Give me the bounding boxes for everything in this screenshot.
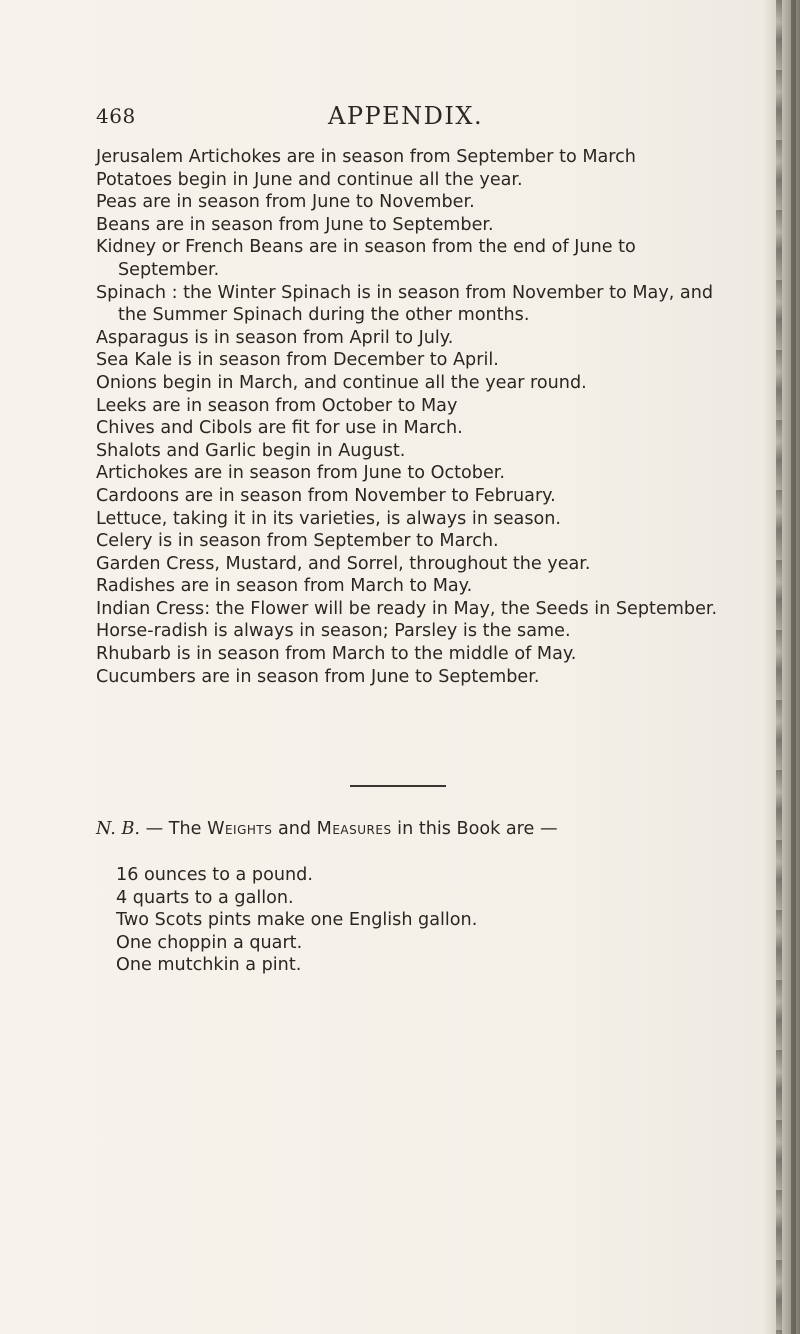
measure-item: Two Scots pints make one English gallon. [116,910,478,931]
list-item: Celery is in season from September to March. [96,531,499,552]
note-measures: Measures [316,819,392,839]
list-item: Spinach : the Winter Spinach is in season from November to May, and the Summer Spinach during the other months. [96,282,714,326]
measures-list [116,864,676,977]
measure-item: One choppin a quart. [116,932,303,953]
list-item: Asparagus is in season from April to July. [96,327,454,348]
list-item: Beans are in season from June to September. [96,214,494,235]
list-item: Onions begin in March, and continue all the year round. [96,372,587,393]
measure-item: 16 ounces to a pound. [116,865,313,885]
list-item: Jerusalem Artichokes are in season from September to March [96,147,636,167]
note-weights: Weights [207,819,273,839]
measure-item: 4 quarts to a gallon. [116,887,294,908]
measure-item: One mutchkin a pint. [116,955,302,976]
page-header [96,104,696,134]
list-item: Lettuce, taking it in its varieties, is always in season. [96,508,562,529]
list-item: Garden Cress, Mustard, and Sorrel, throughout the year. [96,553,591,574]
list-item: Shalots and Garlic begin in August. [96,440,406,461]
note-and: and [272,819,317,839]
list-item: Kidney or French Beans are in season from the end of June to September. [96,237,636,280]
list-item: Cardoons are in season from November to February. [96,485,556,506]
note-tail: in this Book are — [391,819,558,839]
section-divider [350,785,446,787]
vegetable-season-list [96,146,736,688]
note-dash: — The [139,819,208,839]
list-item: Radishes are in season from March to May. [96,576,473,597]
list-item: Artichokes are in season from June to October. [96,463,505,484]
list-item: Sea Kale is in season from December to April. [96,350,499,371]
list-item: Indian Cress: the Flower will be ready in May, the Seeds in September. [96,598,718,619]
list-item: Potatoes begin in June and continue all the year. [96,169,523,190]
page-number: 468 [96,104,136,128]
list-item: Horse-radish is always in season; Parsley is the same. [96,621,571,642]
list-item: Rhubarb is in season from March to the middle of May. [96,644,577,665]
list-item: Leeks are in season from October to May [96,395,458,416]
book-spine-edge [762,0,800,1334]
list-item: Chives and Cibols are fit for use in March. [96,418,463,439]
nota-bene-line [96,818,716,840]
list-item: Cucumbers are in season from June to September. [96,666,540,687]
running-head: APPENDIX. [328,102,484,130]
list-item: Peas are in season from June to November. [96,192,475,213]
nota-bene-label: N. B. [96,819,140,839]
